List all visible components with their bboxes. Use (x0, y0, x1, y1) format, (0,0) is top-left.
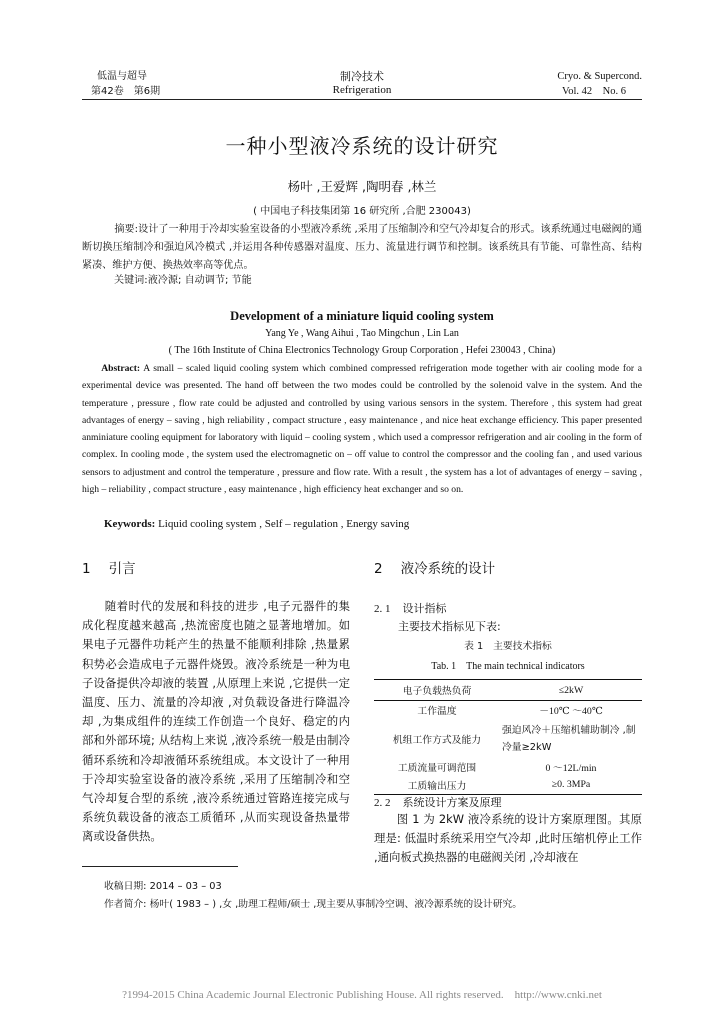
table-cell-value: 强迫风冷＋压缩机辅助制冷 ,制冷量≥2kW (502, 724, 636, 753)
authors-en: Yang Ye , Wang Aihui , Tao Mingchun , Lin Lan (265, 328, 459, 339)
section-name-cn: 制冷技术 (340, 70, 384, 83)
affiliation-cn: ( 中国电子科技集团第 16 研究所 ,合肥 230043) (253, 206, 471, 217)
abstract-cn (82, 221, 642, 275)
abstract-en-label: Abstract: (101, 363, 141, 374)
section1-heading (82, 557, 136, 577)
volume-issue-cn: 第42卷 第6期 (91, 86, 161, 97)
table-row (374, 701, 642, 720)
page-title-en: Development of a miniature liquid cooling system (230, 309, 494, 323)
table-caption-en: Tab. 1 The main technical indicators (431, 661, 585, 672)
table-row (374, 680, 642, 701)
author-bio: 作者简介: 杨叶( 1983 – ) ,女 ,助理工程师/硕士 ,现主要从事制冷空调、液冷源系统的设计研究。 (104, 899, 523, 910)
subsection-2-1-title: 设计指标 (402, 602, 447, 615)
subsection-2-2-number: 2. 2 (374, 797, 391, 809)
keywords-en-text: Liquid cooling system , Self – regulation , Energy saving (158, 518, 410, 530)
table-cell-value: 0 ～12L/min (545, 762, 597, 774)
header-rule (82, 99, 642, 100)
table-row (374, 720, 642, 758)
section1-title: 引言 (108, 561, 136, 577)
keywords-en-label: Keywords: (104, 518, 156, 530)
abstract-cn-text: 设计了一种用于冷却实验室设备的小型液冷系统 ,采用了压缩制冷和空气冷却复合的形式。该系统通过电磁阀的通断切换压缩制冷和强迫风冷模式 ,并运用各种传感器对温度、压力、流量进行调节和控制。该系统具有节能、可靠性高、结构紧凑、维护方便、换热效率高等优点。 (82, 224, 643, 271)
keywords-cn-label: 关键词: (114, 275, 148, 286)
table-cell-param: 工质输出压力 (407, 780, 467, 792)
table-row (374, 776, 642, 795)
received-date: 收稿日期: 2014 – 03 – 03 (104, 881, 222, 892)
abstract-en-text: A small – scaled liquid cooling system which combined compressed refrigeration mode together with air cooling mode for a experimental device was presented. The hand off between the two modes could be controlled by the solenoid valve in the system. And the temperature , pressure , flow rate could be adjusted and controlled by using various sensors in the system. Therefore , this system had great advantages of energy – saving , high reliability , compact structure , easy maintenance , and nice heat exchange efficiency. This paper presented anminiature cooling equipment for laboratory with liquid – cooling system , which used a compressor refrigeration and air cooling in the form of complex. In cooling mode , the system used the electromagnetic on – off value to control the compressor and the cooling fan , and used various sensors to adjustment and control the temperature , pressure and flow rate. With a result , the system has a lot of advantages of energy – saving , high – reliability , compact structure , easy maintenance , high efficiency heat exchanger and so on. (82, 363, 642, 496)
table-cell-param: 机组工作方式及能力 (392, 734, 482, 746)
technical-indicators-table (374, 679, 642, 795)
subsection-2-2-heading (374, 794, 502, 810)
section-name-en: Refrigeration (332, 84, 392, 96)
abstract-cn-label: 摘要: (114, 224, 139, 235)
section2-title: 液冷系统的设计 (400, 561, 496, 577)
table-cell-value: －10℃ ～40℃ (539, 706, 603, 718)
table-cell-param: 工作温度 (417, 706, 457, 718)
volume-issue-en: Vol. 42 No. 6 (562, 86, 626, 97)
table-cell-param: 工质流量可调范围 (397, 762, 477, 774)
keywords-cn-text: 液冷源; 自动调节; 节能 (147, 275, 252, 286)
subsection-2-1-heading (374, 600, 447, 616)
subsection-2-1-number: 2. 1 (374, 603, 391, 615)
journal-name-cn: 低温与超导 (97, 71, 147, 82)
abstract-en (82, 360, 642, 498)
subsection-2-1-text: 主要技术指标见下表: (398, 620, 501, 633)
section2-number: 2 (374, 561, 383, 577)
section2-heading (374, 557, 495, 577)
keywords-cn (114, 274, 252, 288)
authors-cn: 杨叶 ,王爱辉 ,陶明春 ,林兰 (287, 179, 437, 194)
keywords-en (104, 518, 409, 530)
footnote-rule (82, 866, 238, 867)
journal-name-en: Cryo. & Supercond. (557, 71, 642, 82)
page-title-cn: 一种小型液冷系统的设计研究 (225, 134, 499, 158)
section1-paragraph: 随着时代的发展和科技的进步 ,电子元器件的集成化程度越来越高 ,热流密度也随之显著地增加。如果电子元器件功耗产生的热量不能顺利排除 ,热量累积势必会造成电子元器件烧毁。液冷系统是一种为电子设备提供冷却液的装置 ,从原理上来说 ,它提供一定温度、压力、流量的冷却液 ,对负载设备进行降温冷却 ,为集成组件的连续工作创造一个良好、稳定的内部和外部环境; 从结构上来说 ,液冷系统一般是由制冷循环系统和冷却液循环系统组成。本文设计了一种用于冷却实验室设备的液冷系统 ,采用了压缩制冷和空气冷却复合型的系统 ,液冷系统通过管路连接完成与系统负载设备的液态工质循环 ,从而实现设备热量带离或设备供热。 (82, 599, 350, 844)
section1-number: 1 (82, 561, 91, 577)
table-cell-value: ≥0. 3MPa (551, 779, 591, 791)
table-cell-param: 电子负载热负荷 (402, 686, 472, 697)
table-row (374, 758, 642, 776)
table-cell-value: ≤2kW (558, 684, 584, 696)
affiliation-en: ( The 16th Institute of China Electronics Technology Group Corporation , Hefei 230043 , China) (168, 345, 556, 356)
cnki-watermark: ?1994-2015 China Academic Journal Electronic Publishing House. All rights reserved. http://www.cnki.net (122, 989, 602, 1001)
subsection-2-2-title: 系统设计方案及原理 (402, 796, 502, 809)
table-caption-cn: 表 1 主要技术指标 (464, 641, 552, 652)
subsection-2-2-text: 图 1 为 2kW 液冷系统的设计方案原理图。其原理是: 低温时系统采用空气冷却 ,此时压缩机停止工作 ,通向板式换热器的电磁阀关闭 ,冷却液在 (374, 812, 642, 865)
